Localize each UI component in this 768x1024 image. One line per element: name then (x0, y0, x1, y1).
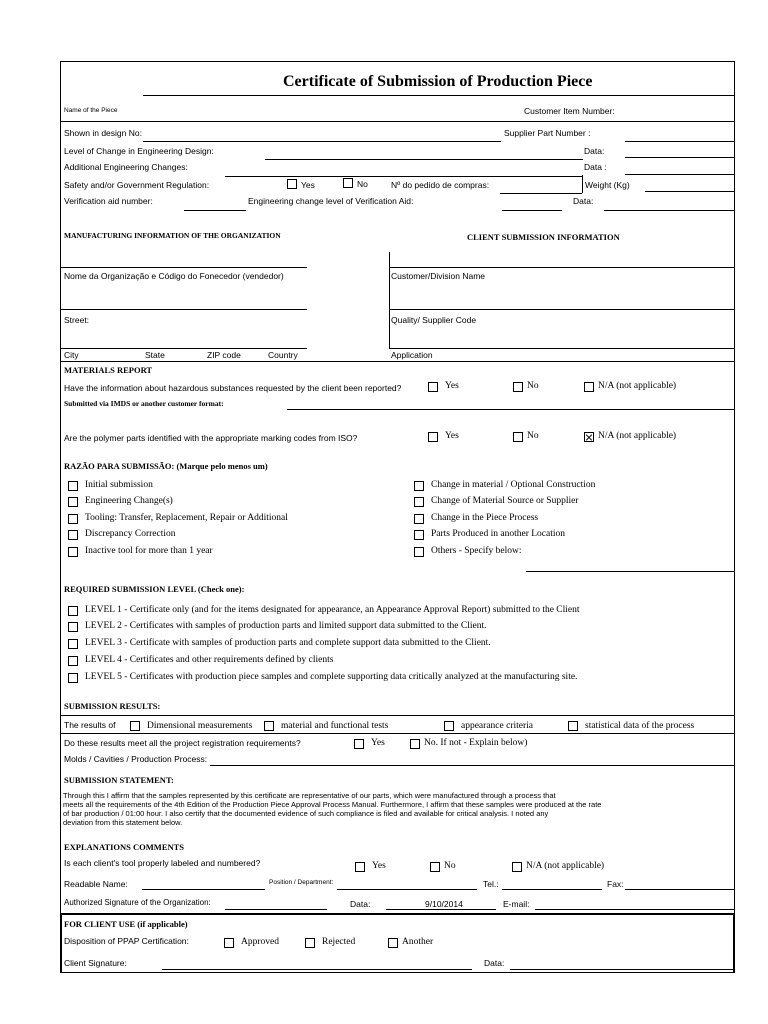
customer-division-label: Customer/Division Name (391, 271, 485, 281)
dimensional-label: Dimensional measurements (147, 721, 253, 731)
position-line[interactable] (337, 889, 477, 890)
hazardous-no-checkbox[interactable] (513, 382, 523, 392)
additional-changes-label: Additional Engineering Changes: (64, 162, 188, 172)
quality-code-line[interactable] (389, 348, 735, 349)
weight-line[interactable] (645, 191, 735, 192)
level-3-label: LEVEL 3 - Certificate with samples of production parts and complete support data submitted to the Client. (85, 638, 491, 648)
client-divider-2 (389, 268, 390, 310)
imds-label: Submitted via IMDS or another customer format: (64, 399, 224, 408)
reasons-heading: RAZÃO PARA SUBMISSÃO: (Marque pelo menos um) (64, 461, 268, 471)
customer-division-line[interactable] (389, 309, 735, 310)
level-of-change-label: Level of Change in Engineering Design: (64, 146, 214, 156)
email-label: E-mail: (503, 899, 530, 909)
reason-label-inactive: Inactive tool for more than 1 year (85, 546, 213, 556)
data-label-1: Data: (584, 146, 605, 156)
shown-in-design-label: Shown in design No: (64, 128, 142, 138)
meet-no-label: No. If not - Explain below) (424, 738, 528, 748)
level-2-label: LEVEL 2 - Certificates with samples of production parts and limited support data submitted to the Client. (85, 621, 487, 631)
polymer-question: Are the polymer parts identified with the appropriate marking codes from ISO? (64, 433, 358, 443)
another-checkbox[interactable] (388, 938, 398, 948)
city-label: City (64, 350, 79, 360)
reason-label-others: Others - Specify below: (431, 546, 522, 556)
statistical-checkbox[interactable] (568, 721, 578, 731)
eng-change-level-line[interactable] (502, 210, 562, 211)
data-label-3: Data: (573, 196, 594, 206)
verification-data-line[interactable] (604, 210, 735, 211)
po-divider (582, 175, 583, 193)
results-top-line (60, 715, 735, 716)
tool-yes-checkbox[interactable] (355, 862, 365, 872)
eng-change-level-label: Engineering change level of Verification Aid: (248, 196, 414, 206)
safety-no-label: No (357, 179, 368, 189)
level-5-checkbox[interactable] (68, 673, 78, 683)
approved-checkbox[interactable] (224, 938, 234, 948)
approved-label: Approved (241, 937, 279, 947)
hazardous-yes-label: Yes (445, 381, 459, 391)
piece-name-line[interactable] (60, 121, 735, 122)
materials-heading: MATERIALS REPORT (64, 365, 153, 375)
level-1-checkbox[interactable] (68, 606, 78, 616)
client-signature-label: Client Signature: (64, 958, 127, 968)
appearance-checkbox[interactable] (444, 721, 454, 731)
reason-checkbox-engineering[interactable] (68, 497, 78, 507)
level-1-label: LEVEL 1 - Certificate only (and for the items designated for appearance, an Appearance Approval Report) submitted to the Client (85, 605, 580, 615)
supplier-part-number-label: Supplier Part Number : (504, 128, 591, 138)
imds-line[interactable] (287, 409, 735, 410)
reason-label-tooling: Tooling: Transfer, Replacement, Repair or Additional (85, 513, 288, 523)
dimensional-checkbox[interactable] (130, 721, 140, 731)
hazardous-yes-checkbox[interactable] (428, 382, 438, 392)
tool-na-checkbox[interactable] (512, 862, 522, 872)
tool-no-label: No (444, 861, 456, 871)
polymer-no-label: No (527, 431, 539, 441)
level-change-line[interactable] (265, 159, 583, 160)
org-name-top-line (60, 267, 307, 268)
reason-label-material: Change in material / Optional Construction (431, 480, 596, 490)
level-data-line[interactable] (625, 157, 735, 158)
level-4-checkbox[interactable] (68, 656, 78, 666)
weight-label: Weight (Kg) (585, 180, 630, 190)
reason-checkbox-others[interactable] (414, 547, 424, 557)
client-data-line[interactable] (510, 969, 735, 970)
purchase-order-label: Nº do pedido de compras: (391, 180, 490, 190)
additional-changes-line[interactable] (225, 176, 583, 177)
signature-line[interactable] (225, 909, 327, 910)
manufacturing-heading: MANUFACTURING INFORMATION OF THE ORGANIZATION (64, 231, 281, 240)
email-line[interactable] (535, 909, 735, 910)
reason-checkbox-discrepancy[interactable] (68, 530, 78, 540)
reason-label-initial: Initial submission (85, 480, 153, 490)
street-line[interactable] (60, 348, 307, 349)
polymer-yes-label: Yes (445, 431, 459, 441)
statement-line: of bar production / 01:00 hour. I also certify that the documented evidence of such compliance is filed and available for critical analysis. I noted any (63, 809, 549, 818)
application-label: Application (391, 350, 433, 360)
molds-label: Molds / Cavities / Production Process: (64, 754, 208, 764)
molds-line[interactable] (210, 765, 735, 766)
org-name-line[interactable] (60, 309, 307, 310)
reason-checkbox-material[interactable] (414, 481, 424, 491)
material-tests-label: material and functional tests (281, 721, 389, 731)
statement-line: meets all the requirements of the 4th Edition of the Production Piece Approval Process Manual. Furthermore, I affirm that these samples were produced at the rate (63, 800, 602, 809)
reason-checkbox-initial[interactable] (68, 481, 78, 491)
safety-yes-label: Yes (301, 180, 315, 190)
quality-supplier-code-label: Quality/ Supplier Code (391, 315, 477, 325)
street-label: Street: (64, 315, 90, 325)
name-of-piece-label: Name of the Piece (64, 107, 118, 114)
org-name-label: Nome da Organização e Código do Fonecedor (vendedor) (64, 271, 284, 281)
signature-label: Authorized Signature of the Organization: (64, 898, 211, 907)
meet-no-checkbox[interactable] (410, 739, 420, 749)
hazardous-na-label: N/A (not applicable) (598, 381, 677, 391)
form-title: Certificate of Submission of Production Piece (283, 73, 593, 90)
statement-heading: SUBMISSION STATEMENT: (64, 775, 174, 785)
explanations-heading: EXPLANATIONS COMMENTS (64, 842, 185, 852)
client-use-heading: FOR CLIENT USE (if applicable) (64, 919, 188, 929)
level-2-checkbox[interactable] (68, 622, 78, 632)
data-label-2: Data : (584, 162, 607, 172)
safety-no-checkbox[interactable] (343, 178, 353, 188)
statistical-label: statistical data of the process (585, 721, 695, 731)
title-underline (143, 95, 735, 96)
appearance-label: appearance criteria (461, 721, 533, 731)
state-label: State (145, 350, 165, 360)
tool-yes-label: Yes (372, 861, 386, 871)
another-label: Another (402, 937, 434, 947)
statement-line: deviation from this statement below. (63, 818, 183, 827)
others-specify-line[interactable] (526, 571, 735, 572)
design-number-line[interactable] (143, 141, 501, 142)
meet-yes-checkbox[interactable] (354, 739, 364, 749)
supplier-part-number-line[interactable] (625, 141, 735, 142)
client-divider-1 (389, 252, 390, 268)
tool-na-label: N/A (not applicable) (526, 861, 605, 871)
zip-label: ZIP code (207, 350, 241, 360)
statement-text (63, 791, 713, 827)
meet-requirements-question: Do these results meet all the project registration requirements? (64, 738, 301, 748)
fax-line[interactable] (625, 889, 735, 890)
rejected-checkbox[interactable] (305, 938, 315, 948)
tel-label: Tel.: (483, 879, 499, 889)
reason-checkbox-process[interactable] (414, 514, 424, 524)
tool-no-checkbox[interactable] (430, 862, 440, 872)
reason-label-discrepancy: Discrepancy Correction (85, 529, 176, 539)
readable-name-label: Readable Name: (64, 879, 128, 889)
customer-item-number-label: Customer Item Number: (524, 106, 615, 116)
purchase-order-line[interactable] (500, 193, 582, 194)
client-divider-3 (389, 310, 390, 348)
signature-date-value: 9/10/2014 (425, 899, 463, 909)
results-mid-line (60, 733, 735, 734)
hazardous-na-checkbox[interactable] (584, 382, 594, 392)
results-of-label: The results of (64, 720, 116, 730)
material-tests-checkbox[interactable] (264, 721, 274, 731)
additional-data-line[interactable] (625, 174, 735, 175)
reason-label-source: Change of Material Source or Supplier (431, 496, 579, 506)
signature-date-line[interactable] (386, 909, 496, 910)
client-info-heading: CLIENT SUBMISSION INFORMATION (467, 232, 620, 242)
polymer-na-checkbox[interactable] (584, 432, 594, 442)
level-3-checkbox[interactable] (68, 639, 78, 649)
readable-name-line[interactable] (142, 889, 265, 890)
polymer-na-label: N/A (not applicable) (598, 431, 677, 441)
reason-checkbox-location[interactable] (414, 530, 424, 540)
rejected-label: Rejected (322, 937, 356, 947)
tool-labeled-question: Is each client's tool properly labeled and numbered? (64, 858, 261, 868)
safety-regulation-label: Safety and/or Government Regulation: (64, 180, 210, 190)
client-signature-line[interactable] (162, 969, 472, 970)
verification-aid-line[interactable] (184, 210, 246, 211)
reason-label-engineering: Engineering Change(s) (85, 496, 173, 506)
address-bottom-line (60, 361, 735, 362)
customer-top-line (389, 267, 735, 268)
country-label: Country (268, 350, 298, 360)
client-data-label: Data: (484, 958, 505, 968)
hazardous-question: Have the information about hazardous substances requested by the client been reported? (64, 383, 402, 393)
statement-line: Through this I affirm that the samples represented by this certificate are representative of our parts, which were manufactured through a process that (63, 791, 556, 800)
polymer-yes-checkbox[interactable] (428, 432, 438, 442)
level-4-label: LEVEL 4 - Certificates and other requirements defined by clients (85, 655, 334, 665)
meet-yes-label: Yes (371, 738, 385, 748)
reason-label-location: Parts Produced in another Location (431, 529, 566, 539)
signature-data-label: Data: (350, 899, 371, 909)
reason-label-process: Change in the Piece Process (431, 513, 539, 523)
reason-checkbox-source[interactable] (414, 497, 424, 507)
verification-aid-label: Verification aid number: (64, 196, 153, 206)
reason-checkbox-inactive[interactable] (68, 547, 78, 557)
polymer-no-checkbox[interactable] (513, 432, 523, 442)
fax-label: Fax: (607, 879, 624, 889)
level-5-label: LEVEL 5 - Certificates with production piece samples and complete supporting data critically analyzed at the manufacturing site. (85, 672, 578, 682)
position-label: Position / Department: (269, 879, 334, 886)
hazardous-no-label: No (527, 381, 539, 391)
reason-checkbox-tooling[interactable] (68, 514, 78, 524)
safety-yes-checkbox[interactable] (287, 179, 297, 189)
levels-heading: REQUIRED SUBMISSION LEVEL (Check one): (64, 584, 245, 594)
disposition-label: Disposition of PPAP Certification: (64, 936, 189, 946)
results-heading: SUBMISSION RESULTS: (64, 701, 161, 711)
tel-line[interactable] (502, 889, 602, 890)
